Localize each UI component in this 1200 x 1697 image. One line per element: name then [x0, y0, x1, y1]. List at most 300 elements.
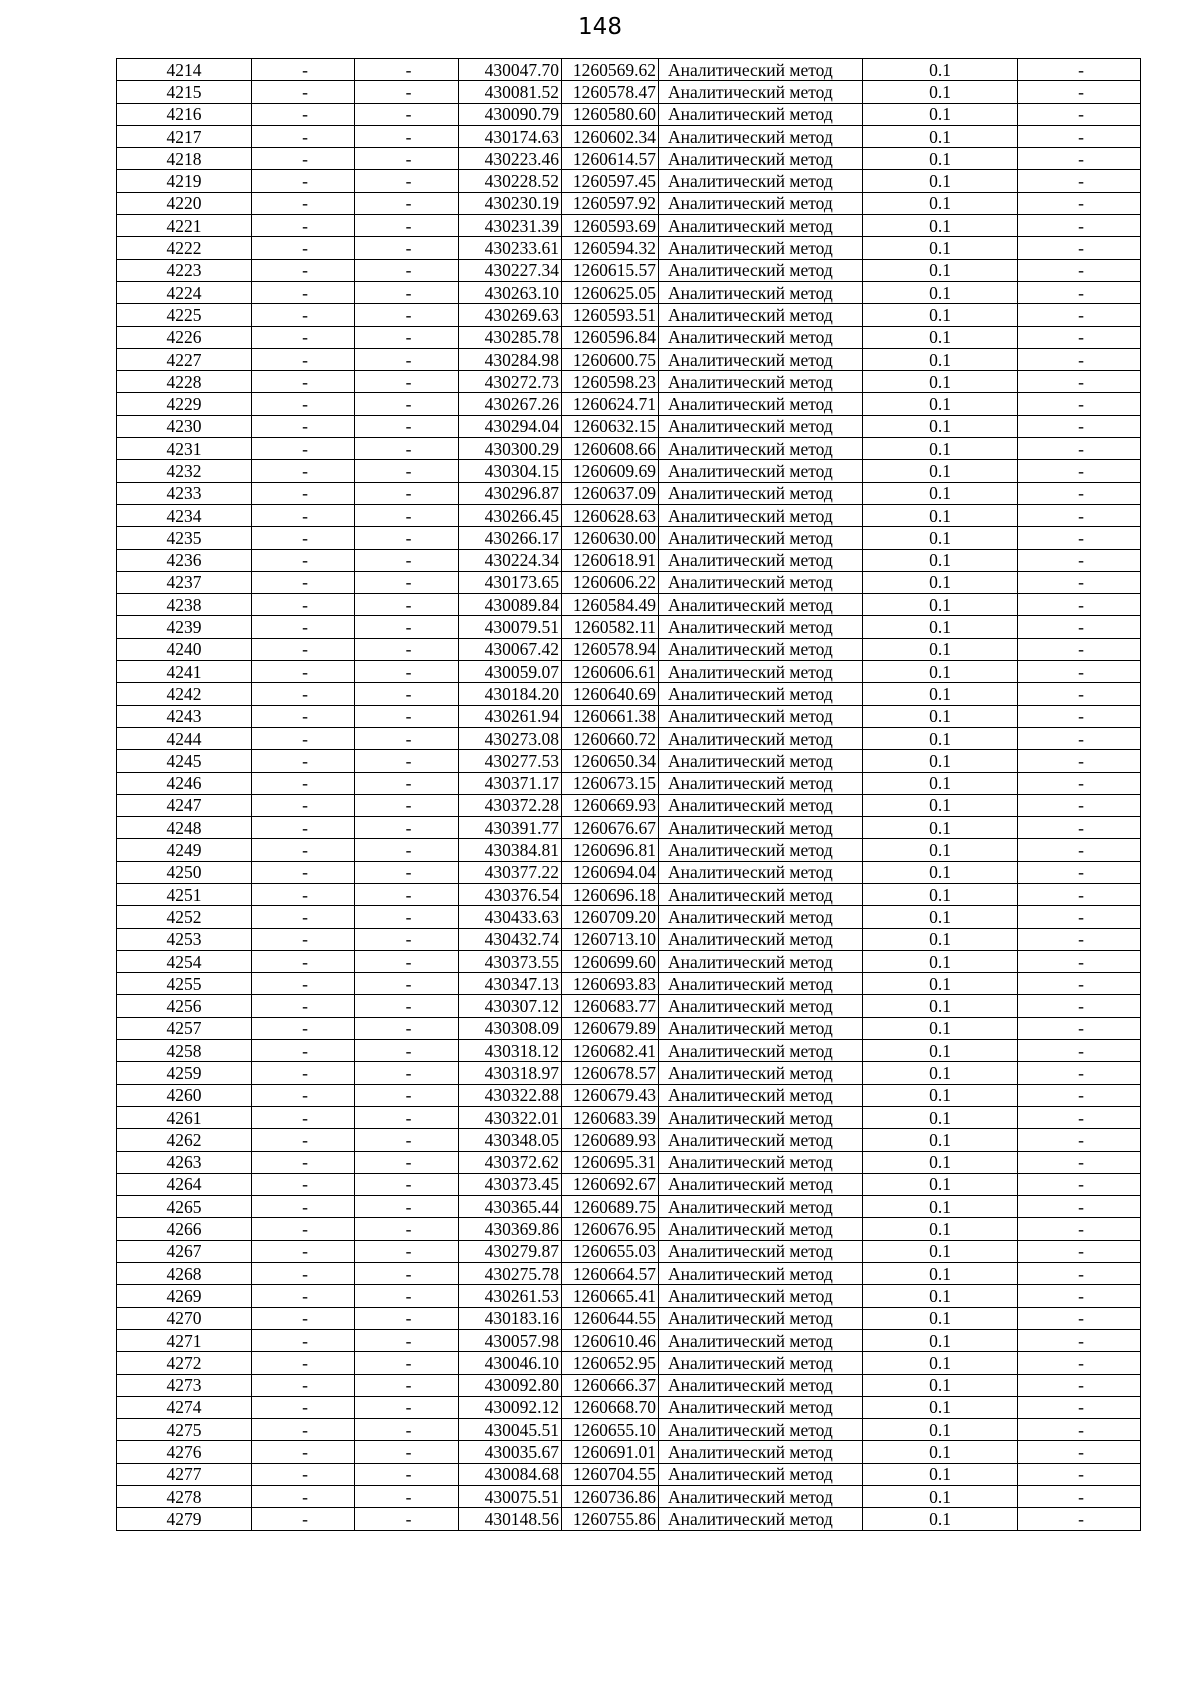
x-coordinate-cell: 430045.51 — [459, 1419, 562, 1441]
method-cell: Аналитический метод — [659, 817, 863, 839]
x-coordinate-cell: 430231.39 — [459, 215, 562, 237]
x-coordinate-cell: 430266.17 — [459, 527, 562, 549]
empty-cell: - — [252, 616, 355, 638]
point-number-cell: 4250 — [117, 861, 252, 883]
y-coordinate-cell: 1260606.61 — [562, 661, 659, 683]
empty-cell: - — [355, 861, 459, 883]
y-coordinate-cell: 1260610.46 — [562, 1329, 659, 1351]
empty-cell: - — [355, 371, 459, 393]
empty-cell: - — [252, 1441, 355, 1463]
point-number-cell: 4269 — [117, 1285, 252, 1307]
empty-cell: - — [252, 794, 355, 816]
method-cell: Аналитический метод — [659, 772, 863, 794]
method-cell: Аналитический метод — [659, 438, 863, 460]
x-coordinate-cell: 430089.84 — [459, 594, 562, 616]
point-number-cell: 4244 — [117, 727, 252, 749]
y-coordinate-cell: 1260693.83 — [562, 973, 659, 995]
table-body — [117, 59, 1141, 1531]
x-coordinate-cell: 430035.67 — [459, 1441, 562, 1463]
y-coordinate-cell: 1260676.95 — [562, 1218, 659, 1240]
accuracy-cell: 0.1 — [863, 995, 1018, 1017]
x-coordinate-cell: 430391.77 — [459, 817, 562, 839]
empty-cell: - — [252, 81, 355, 103]
empty-cell: - — [252, 772, 355, 794]
table-row — [117, 594, 1141, 616]
accuracy-cell: 0.1 — [863, 928, 1018, 950]
accuracy-cell: 0.1 — [863, 571, 1018, 593]
x-coordinate-cell: 430173.65 — [459, 571, 562, 593]
empty-cell: - — [1018, 103, 1141, 125]
empty-cell: - — [355, 304, 459, 326]
accuracy-cell: 0.1 — [863, 794, 1018, 816]
accuracy-cell: 0.1 — [863, 1017, 1018, 1039]
accuracy-cell: 0.1 — [863, 148, 1018, 170]
x-coordinate-cell: 430294.04 — [459, 415, 562, 437]
empty-cell: - — [1018, 259, 1141, 281]
x-coordinate-cell: 430372.62 — [459, 1151, 562, 1173]
point-number-cell: 4239 — [117, 616, 252, 638]
empty-cell: - — [355, 1062, 459, 1084]
accuracy-cell: 0.1 — [863, 1218, 1018, 1240]
accuracy-cell: 0.1 — [863, 438, 1018, 460]
empty-cell: - — [355, 281, 459, 303]
empty-cell: - — [355, 460, 459, 482]
table-row — [117, 1240, 1141, 1262]
empty-cell: - — [252, 438, 355, 460]
accuracy-cell: 0.1 — [863, 326, 1018, 348]
point-number-cell: 4242 — [117, 683, 252, 705]
empty-cell: - — [1018, 1062, 1141, 1084]
y-coordinate-cell: 1260593.51 — [562, 304, 659, 326]
empty-cell: - — [355, 1218, 459, 1240]
empty-cell: - — [1018, 438, 1141, 460]
y-coordinate-cell: 1260614.57 — [562, 148, 659, 170]
table-row — [117, 215, 1141, 237]
method-cell: Аналитический метод — [659, 839, 863, 861]
x-coordinate-cell: 430365.44 — [459, 1196, 562, 1218]
method-cell: Аналитический метод — [659, 59, 863, 81]
empty-cell: - — [252, 192, 355, 214]
y-coordinate-cell: 1260661.38 — [562, 705, 659, 727]
empty-cell: - — [1018, 817, 1141, 839]
empty-cell: - — [252, 549, 355, 571]
empty-cell: - — [1018, 1352, 1141, 1374]
y-coordinate-cell: 1260596.84 — [562, 326, 659, 348]
empty-cell: - — [355, 1352, 459, 1374]
y-coordinate-cell: 1260606.22 — [562, 571, 659, 593]
empty-cell: - — [355, 148, 459, 170]
point-number-cell: 4234 — [117, 504, 252, 526]
empty-cell: - — [1018, 1307, 1141, 1329]
accuracy-cell: 0.1 — [863, 482, 1018, 504]
table-row — [117, 1307, 1141, 1329]
method-cell: Аналитический метод — [659, 1218, 863, 1240]
empty-cell: - — [1018, 683, 1141, 705]
point-number-cell: 4236 — [117, 549, 252, 571]
method-cell: Аналитический метод — [659, 1396, 863, 1418]
method-cell: Аналитический метод — [659, 259, 863, 281]
method-cell: Аналитический метод — [659, 1040, 863, 1062]
method-cell: Аналитический метод — [659, 594, 863, 616]
accuracy-cell: 0.1 — [863, 1396, 1018, 1418]
x-coordinate-cell: 430046.10 — [459, 1352, 562, 1374]
empty-cell: - — [1018, 237, 1141, 259]
table-row — [117, 1508, 1141, 1530]
accuracy-cell: 0.1 — [863, 1263, 1018, 1285]
y-coordinate-cell: 1260584.49 — [562, 594, 659, 616]
empty-cell: - — [355, 705, 459, 727]
point-number-cell: 4222 — [117, 237, 252, 259]
method-cell: Аналитический метод — [659, 215, 863, 237]
table-row — [117, 438, 1141, 460]
x-coordinate-cell: 430318.12 — [459, 1040, 562, 1062]
table-row — [117, 995, 1141, 1017]
empty-cell: - — [355, 906, 459, 928]
y-coordinate-cell: 1260600.75 — [562, 348, 659, 370]
empty-cell: - — [355, 1463, 459, 1485]
y-coordinate-cell: 1260578.94 — [562, 638, 659, 660]
method-cell: Аналитический метод — [659, 192, 863, 214]
y-coordinate-cell: 1260618.91 — [562, 549, 659, 571]
x-coordinate-cell: 430277.53 — [459, 750, 562, 772]
x-coordinate-cell: 430230.19 — [459, 192, 562, 214]
empty-cell: - — [1018, 125, 1141, 147]
empty-cell: - — [355, 794, 459, 816]
empty-cell: - — [252, 1062, 355, 1084]
point-number-cell: 4224 — [117, 281, 252, 303]
table-row — [117, 1084, 1141, 1106]
empty-cell: - — [1018, 460, 1141, 482]
x-coordinate-cell: 430369.86 — [459, 1218, 562, 1240]
accuracy-cell: 0.1 — [863, 125, 1018, 147]
empty-cell: - — [1018, 1374, 1141, 1396]
y-coordinate-cell: 1260696.18 — [562, 883, 659, 905]
empty-cell: - — [252, 727, 355, 749]
x-coordinate-cell: 430307.12 — [459, 995, 562, 1017]
y-coordinate-cell: 1260652.95 — [562, 1352, 659, 1374]
empty-cell: - — [252, 237, 355, 259]
point-number-cell: 4232 — [117, 460, 252, 482]
empty-cell: - — [1018, 995, 1141, 1017]
empty-cell: - — [355, 237, 459, 259]
x-coordinate-cell: 430377.22 — [459, 861, 562, 883]
point-number-cell: 4270 — [117, 1307, 252, 1329]
table-row — [117, 81, 1141, 103]
y-coordinate-cell: 1260682.41 — [562, 1040, 659, 1062]
empty-cell: - — [1018, 393, 1141, 415]
table-row — [117, 1151, 1141, 1173]
x-coordinate-cell: 430373.55 — [459, 950, 562, 972]
x-coordinate-cell: 430376.54 — [459, 883, 562, 905]
empty-cell: - — [1018, 527, 1141, 549]
table-row — [117, 794, 1141, 816]
empty-cell: - — [355, 1374, 459, 1396]
table-row — [117, 549, 1141, 571]
point-number-cell: 4279 — [117, 1508, 252, 1530]
empty-cell: - — [252, 1106, 355, 1128]
empty-cell: - — [1018, 1263, 1141, 1285]
empty-cell: - — [355, 1017, 459, 1039]
method-cell: Аналитический метод — [659, 950, 863, 972]
table-row — [117, 148, 1141, 170]
y-coordinate-cell: 1260694.04 — [562, 861, 659, 883]
y-coordinate-cell: 1260689.75 — [562, 1196, 659, 1218]
empty-cell: - — [355, 1106, 459, 1128]
accuracy-cell: 0.1 — [863, 237, 1018, 259]
empty-cell: - — [1018, 661, 1141, 683]
empty-cell: - — [355, 438, 459, 460]
method-cell: Аналитический метод — [659, 281, 863, 303]
point-number-cell: 4221 — [117, 215, 252, 237]
empty-cell: - — [355, 326, 459, 348]
method-cell: Аналитический метод — [659, 638, 863, 660]
empty-cell: - — [252, 281, 355, 303]
empty-cell: - — [1018, 1285, 1141, 1307]
empty-cell: - — [252, 705, 355, 727]
empty-cell: - — [1018, 59, 1141, 81]
empty-cell: - — [355, 1173, 459, 1195]
method-cell: Аналитический метод — [659, 1151, 863, 1173]
y-coordinate-cell: 1260679.89 — [562, 1017, 659, 1039]
empty-cell: - — [252, 371, 355, 393]
empty-cell: - — [355, 772, 459, 794]
empty-cell: - — [1018, 928, 1141, 950]
empty-cell: - — [355, 1307, 459, 1329]
empty-cell: - — [1018, 1508, 1141, 1530]
accuracy-cell: 0.1 — [863, 594, 1018, 616]
x-coordinate-cell: 430067.42 — [459, 638, 562, 660]
empty-cell: - — [355, 482, 459, 504]
accuracy-cell: 0.1 — [863, 348, 1018, 370]
empty-cell: - — [252, 1486, 355, 1508]
x-coordinate-cell: 430233.61 — [459, 237, 562, 259]
x-coordinate-cell: 430261.94 — [459, 705, 562, 727]
x-coordinate-cell: 430266.45 — [459, 504, 562, 526]
method-cell: Аналитический метод — [659, 861, 863, 883]
method-cell: Аналитический метод — [659, 1173, 863, 1195]
point-number-cell: 4246 — [117, 772, 252, 794]
empty-cell: - — [355, 839, 459, 861]
point-number-cell: 4259 — [117, 1062, 252, 1084]
empty-cell: - — [1018, 415, 1141, 437]
empty-cell: - — [252, 215, 355, 237]
empty-cell: - — [252, 594, 355, 616]
method-cell: Аналитический метод — [659, 460, 863, 482]
point-number-cell: 4274 — [117, 1396, 252, 1418]
empty-cell: - — [355, 125, 459, 147]
empty-cell: - — [252, 148, 355, 170]
table-row — [117, 1040, 1141, 1062]
empty-cell: - — [252, 348, 355, 370]
empty-cell: - — [252, 125, 355, 147]
empty-cell: - — [355, 192, 459, 214]
point-number-cell: 4278 — [117, 1486, 252, 1508]
method-cell: Аналитический метод — [659, 973, 863, 995]
empty-cell: - — [1018, 1129, 1141, 1151]
empty-cell: - — [1018, 1419, 1141, 1441]
point-number-cell: 4272 — [117, 1352, 252, 1374]
method-cell: Аналитический метод — [659, 1441, 863, 1463]
accuracy-cell: 0.1 — [863, 1062, 1018, 1084]
empty-cell: - — [1018, 1040, 1141, 1062]
y-coordinate-cell: 1260578.47 — [562, 81, 659, 103]
empty-cell: - — [355, 259, 459, 281]
empty-cell: - — [252, 415, 355, 437]
table-row — [117, 571, 1141, 593]
x-coordinate-cell: 430081.52 — [459, 81, 562, 103]
empty-cell: - — [1018, 304, 1141, 326]
accuracy-cell: 0.1 — [863, 727, 1018, 749]
empty-cell: - — [355, 1129, 459, 1151]
accuracy-cell: 0.1 — [863, 527, 1018, 549]
table-row — [117, 817, 1141, 839]
x-coordinate-cell: 430223.46 — [459, 148, 562, 170]
accuracy-cell: 0.1 — [863, 215, 1018, 237]
point-number-cell: 4277 — [117, 1463, 252, 1485]
method-cell: Аналитический метод — [659, 1463, 863, 1485]
table-row — [117, 259, 1141, 281]
point-number-cell: 4252 — [117, 906, 252, 928]
accuracy-cell: 0.1 — [863, 371, 1018, 393]
y-coordinate-cell: 1260695.31 — [562, 1151, 659, 1173]
method-cell: Аналитический метод — [659, 995, 863, 1017]
accuracy-cell: 0.1 — [863, 750, 1018, 772]
method-cell: Аналитический метод — [659, 170, 863, 192]
method-cell: Аналитический метод — [659, 371, 863, 393]
empty-cell: - — [355, 1285, 459, 1307]
empty-cell: - — [355, 1040, 459, 1062]
empty-cell: - — [252, 1017, 355, 1039]
point-number-cell: 4273 — [117, 1374, 252, 1396]
method-cell: Аналитический метод — [659, 1486, 863, 1508]
empty-cell: - — [252, 571, 355, 593]
point-number-cell: 4243 — [117, 705, 252, 727]
accuracy-cell: 0.1 — [863, 1329, 1018, 1351]
accuracy-cell: 0.1 — [863, 973, 1018, 995]
empty-cell: - — [252, 1508, 355, 1530]
empty-cell: - — [355, 549, 459, 571]
x-coordinate-cell: 430322.88 — [459, 1084, 562, 1106]
accuracy-cell: 0.1 — [863, 460, 1018, 482]
empty-cell: - — [355, 616, 459, 638]
empty-cell: - — [252, 638, 355, 660]
method-cell: Аналитический метод — [659, 1129, 863, 1151]
empty-cell: - — [252, 103, 355, 125]
empty-cell: - — [252, 1352, 355, 1374]
x-coordinate-cell: 430296.87 — [459, 482, 562, 504]
empty-cell: - — [252, 1218, 355, 1240]
table-row — [117, 281, 1141, 303]
y-coordinate-cell: 1260580.60 — [562, 103, 659, 125]
x-coordinate-cell: 430269.63 — [459, 304, 562, 326]
x-coordinate-cell: 430347.13 — [459, 973, 562, 995]
method-cell: Аналитический метод — [659, 1285, 863, 1307]
empty-cell: - — [252, 839, 355, 861]
empty-cell: - — [355, 393, 459, 415]
method-cell: Аналитический метод — [659, 81, 863, 103]
method-cell: Аналитический метод — [659, 794, 863, 816]
point-number-cell: 4215 — [117, 81, 252, 103]
empty-cell: - — [252, 304, 355, 326]
x-coordinate-cell: 430090.79 — [459, 103, 562, 125]
accuracy-cell: 0.1 — [863, 170, 1018, 192]
method-cell: Аналитический метод — [659, 571, 863, 593]
y-coordinate-cell: 1260624.71 — [562, 393, 659, 415]
method-cell: Аналитический метод — [659, 883, 863, 905]
point-number-cell: 4248 — [117, 817, 252, 839]
empty-cell: - — [355, 661, 459, 683]
page-number: 148 — [578, 14, 622, 40]
y-coordinate-cell: 1260598.23 — [562, 371, 659, 393]
empty-cell: - — [1018, 571, 1141, 593]
y-coordinate-cell: 1260691.01 — [562, 1441, 659, 1463]
accuracy-cell: 0.1 — [863, 1196, 1018, 1218]
accuracy-cell: 0.1 — [863, 861, 1018, 883]
empty-cell: - — [1018, 638, 1141, 660]
y-coordinate-cell: 1260664.57 — [562, 1263, 659, 1285]
x-coordinate-cell: 430273.08 — [459, 727, 562, 749]
point-number-cell: 4267 — [117, 1240, 252, 1262]
accuracy-cell: 0.1 — [863, 683, 1018, 705]
point-number-cell: 4265 — [117, 1196, 252, 1218]
y-coordinate-cell: 1260669.93 — [562, 794, 659, 816]
point-number-cell: 4225 — [117, 304, 252, 326]
empty-cell: - — [1018, 215, 1141, 237]
empty-cell: - — [252, 906, 355, 928]
x-coordinate-cell: 430308.09 — [459, 1017, 562, 1039]
point-number-cell: 4214 — [117, 59, 252, 81]
y-coordinate-cell: 1260650.34 — [562, 750, 659, 772]
method-cell: Аналитический метод — [659, 482, 863, 504]
method-cell: Аналитический метод — [659, 304, 863, 326]
x-coordinate-cell: 430272.73 — [459, 371, 562, 393]
y-coordinate-cell: 1260736.86 — [562, 1486, 659, 1508]
y-coordinate-cell: 1260615.57 — [562, 259, 659, 281]
accuracy-cell: 0.1 — [863, 1040, 1018, 1062]
empty-cell: - — [1018, 1486, 1141, 1508]
empty-cell: - — [1018, 148, 1141, 170]
table-row — [117, 504, 1141, 526]
accuracy-cell: 0.1 — [863, 661, 1018, 683]
accuracy-cell: 0.1 — [863, 81, 1018, 103]
method-cell: Аналитический метод — [659, 1240, 863, 1262]
method-cell: Аналитический метод — [659, 1419, 863, 1441]
accuracy-cell: 0.1 — [863, 259, 1018, 281]
y-coordinate-cell: 1260755.86 — [562, 1508, 659, 1530]
x-coordinate-cell: 430373.45 — [459, 1173, 562, 1195]
y-coordinate-cell: 1260692.67 — [562, 1173, 659, 1195]
empty-cell: - — [1018, 705, 1141, 727]
point-number-cell: 4260 — [117, 1084, 252, 1106]
empty-cell: - — [252, 817, 355, 839]
x-coordinate-cell: 430371.17 — [459, 772, 562, 794]
method-cell: Аналитический метод — [659, 1352, 863, 1374]
x-coordinate-cell: 430047.70 — [459, 59, 562, 81]
empty-cell: - — [1018, 192, 1141, 214]
empty-cell: - — [1018, 348, 1141, 370]
empty-cell: - — [355, 215, 459, 237]
empty-cell: - — [355, 571, 459, 593]
y-coordinate-cell: 1260668.70 — [562, 1396, 659, 1418]
empty-cell: - — [252, 326, 355, 348]
method-cell: Аналитический метод — [659, 1084, 863, 1106]
accuracy-cell: 0.1 — [863, 638, 1018, 660]
point-number-cell: 4238 — [117, 594, 252, 616]
empty-cell: - — [252, 460, 355, 482]
table-row — [117, 170, 1141, 192]
empty-cell: - — [252, 1374, 355, 1396]
x-coordinate-cell: 430092.80 — [459, 1374, 562, 1396]
